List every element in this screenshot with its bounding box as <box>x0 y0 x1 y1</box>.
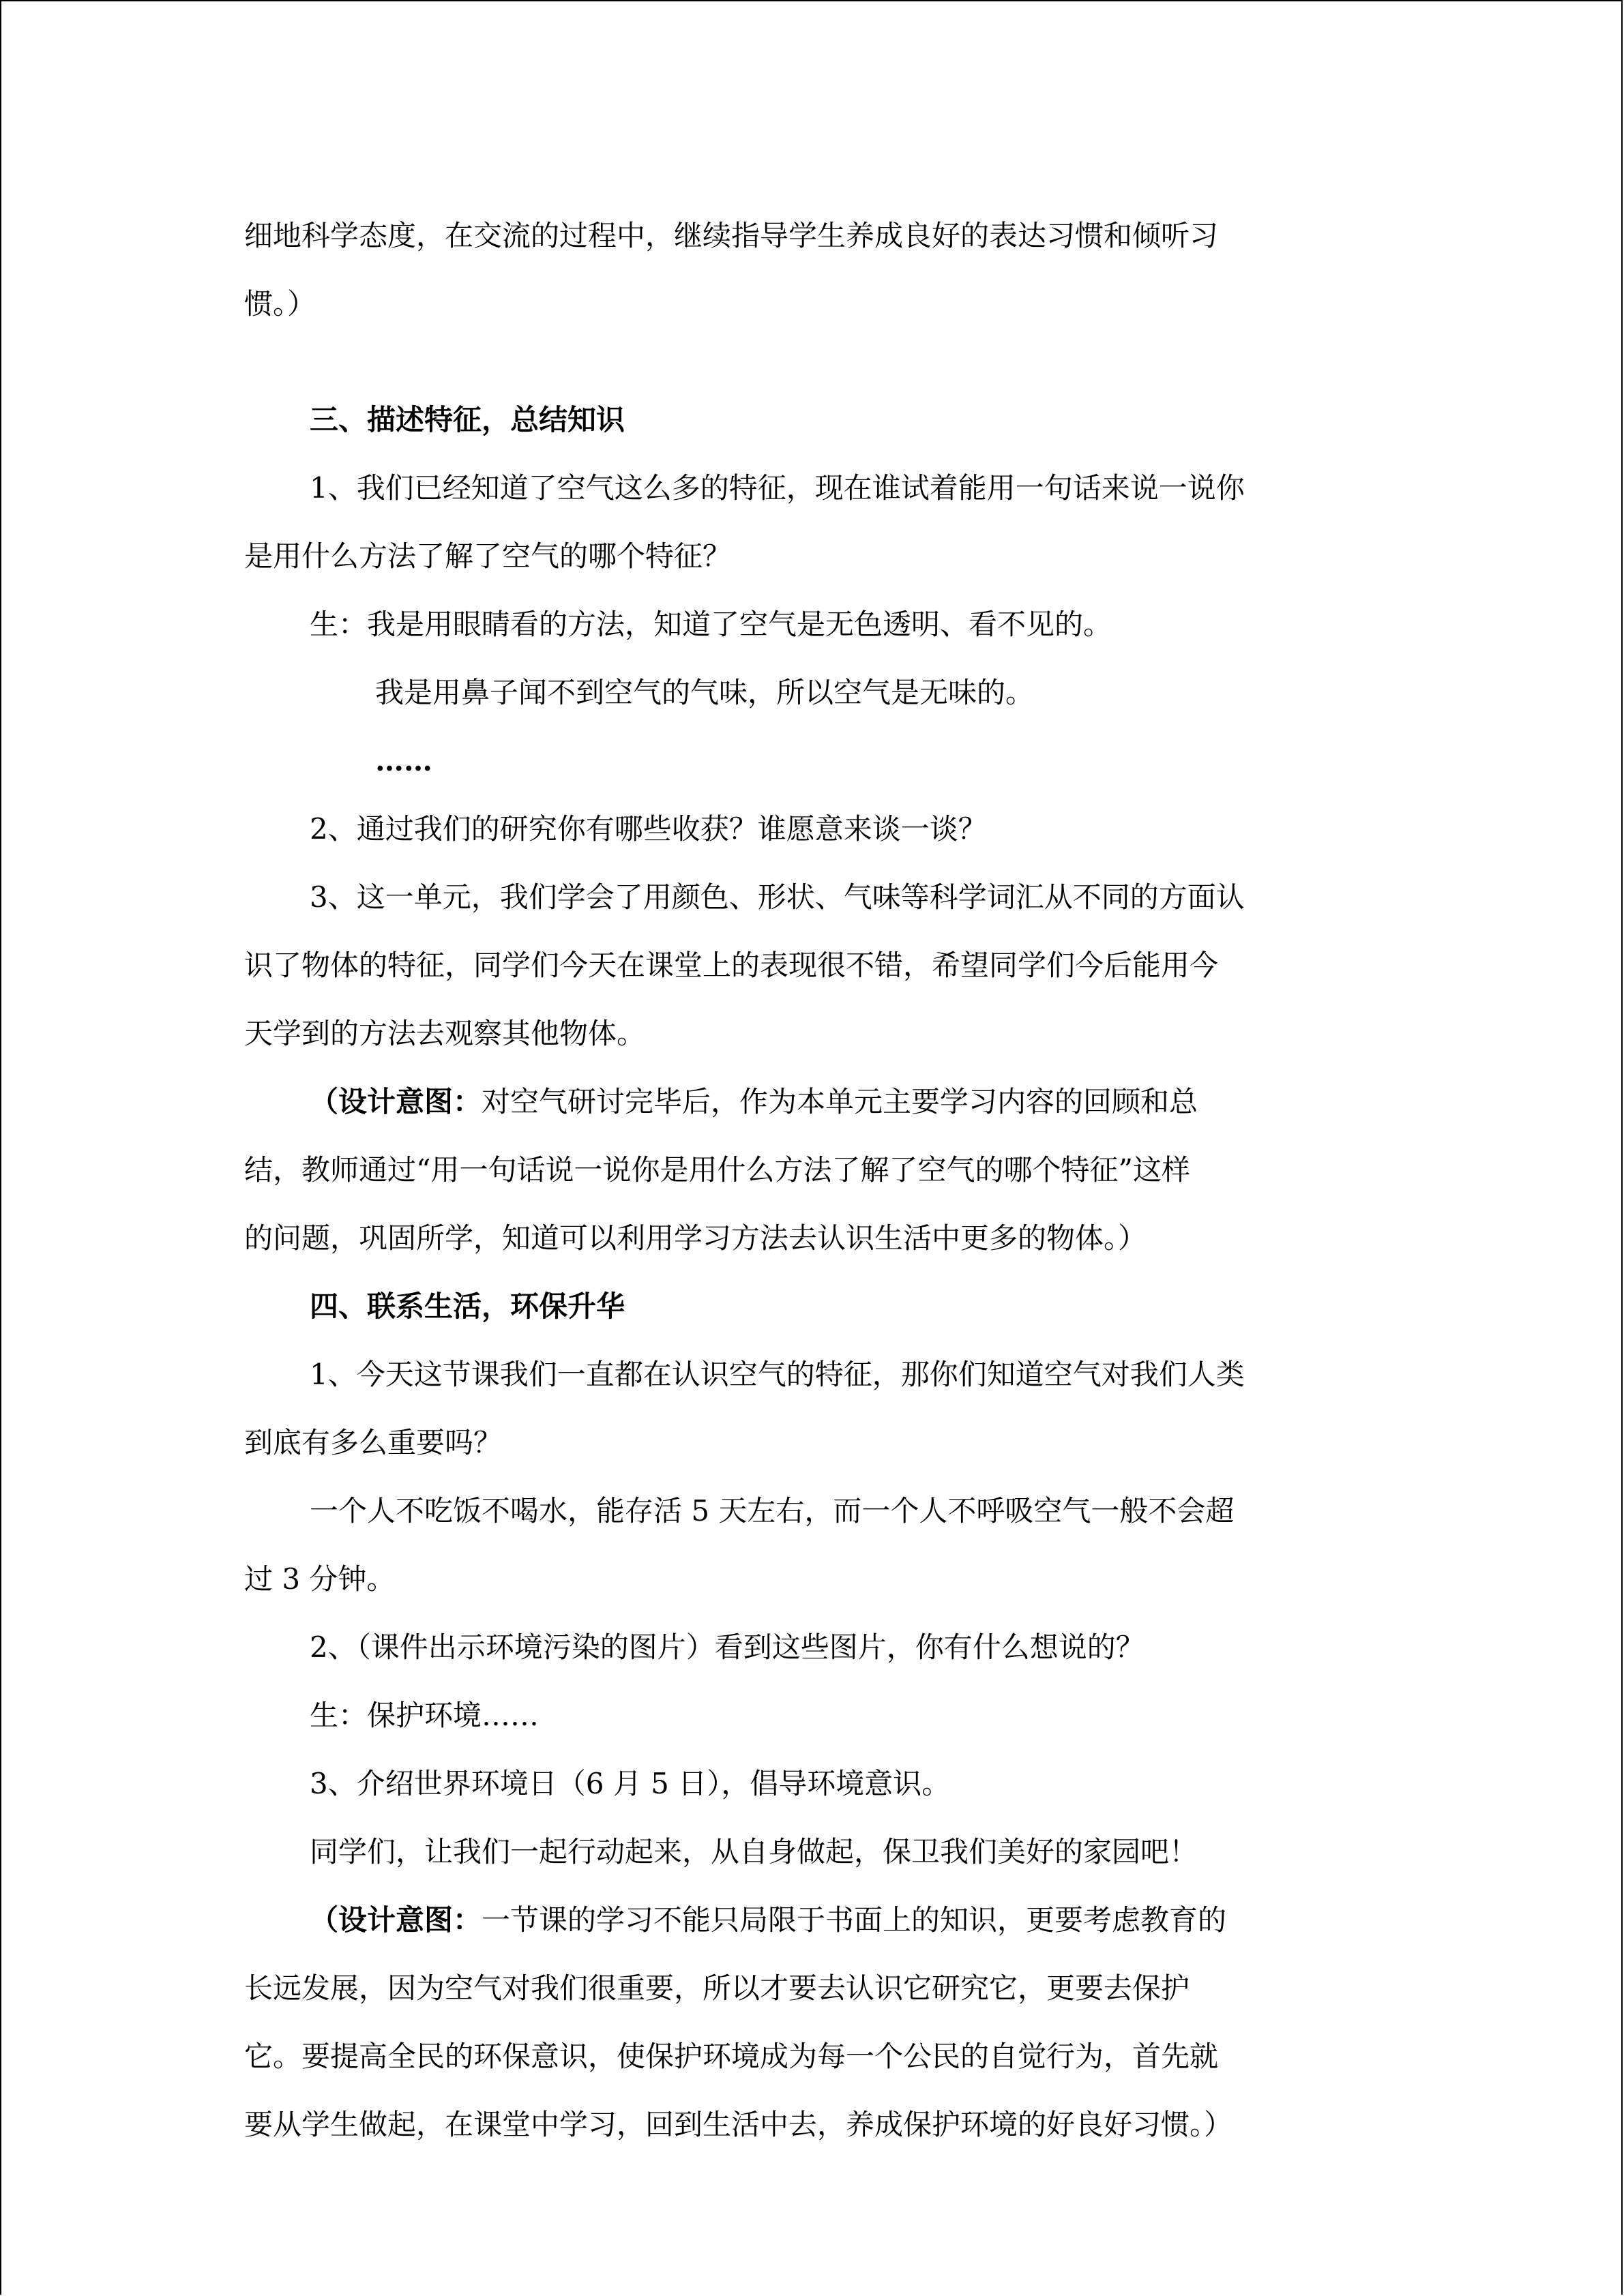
section-heading-3: 三、描述特征，总结知识 <box>310 403 625 436</box>
student-answer: 生：保护环境…… <box>310 1699 540 1732</box>
section-heading-4: 四、联系生活，环保升华 <box>310 1289 625 1323</box>
paragraph-line: 它。要提高全民的环保意识，使保护环境成为每一个公民的自觉行为，首先就 <box>244 2040 1219 2073</box>
paragraph-line: 过 3 分钟。 <box>244 1562 396 1596</box>
design-intent-line <box>244 1886 1376 1954</box>
paragraph-line: 惯。） <box>244 287 316 320</box>
paragraph-line: 2、（课件出示环境污染的图片）看到这些图片，你有什么想说的？ <box>310 1630 1145 1664</box>
design-intent-label: （设计意图： <box>310 1903 482 1937</box>
paragraph-line: 到底有多么重要吗？ <box>244 1426 503 1459</box>
section-gap <box>244 338 1376 386</box>
paragraph-line: 是用什么方法了解了空气的哪个特征？ <box>244 539 732 573</box>
design-intent-text: 一节课的学习不能只局限于书面上的知识，更要考虑教育的 <box>482 1903 1227 1937</box>
student-answer: 我是用鼻子闻不到空气的气味，所以空气是无味的。 <box>375 676 1035 709</box>
paragraph-line: 2、通过我们的研究你有哪些收获？谁愿意来谈一谈？ <box>310 812 987 846</box>
paragraph-line: 结，教师通过“用一句话说一说你是用什么方法了解了空气的哪个特征”这样 <box>244 1153 1190 1187</box>
paragraph-line: 长远发展，因为空气对我们很重要，所以才要去认识它研究它，更要去保护 <box>244 1971 1190 2005</box>
paragraph-line: 识了物体的特征，同学们今天在课堂上的表现很不错，希望同学们今后能用今 <box>244 949 1219 982</box>
student-answer: 生：我是用眼睛看的方法，知道了空气是无色透明、看不见的。 <box>310 608 1112 641</box>
paragraph-line: 1、今天这节课我们一直都在认识空气的特征，那你们知道空气对我们人类 <box>310 1358 1245 1391</box>
paragraph-line: 一个人不吃饭不喝水，能存活 5 天左右，而一个人不呼吸空气一般不会超 <box>310 1494 1235 1527</box>
design-intent-line <box>244 1068 1376 1136</box>
paragraph-line: 同学们，让我们一起行动起来，从自身做起，保卫我们美好的家园吧！ <box>310 1835 1198 1868</box>
paragraph-line: 细地科学态度，在交流的过程中，继续指导学生养成良好的表达习惯和倾听习 <box>244 219 1219 252</box>
paragraph-line: 天学到的方法去观察其他物体。 <box>244 1017 646 1050</box>
design-intent-text: 对空气研讨完毕后，作为本单元主要学习内容的回顾和总 <box>482 1085 1198 1118</box>
document-body <box>244 202 1376 2159</box>
ellipsis: …… <box>375 744 432 777</box>
design-intent-label: （设计意图： <box>310 1085 482 1118</box>
paragraph-line: 1、我们已经知道了空气这么多的特征，现在谁试着能用一句话来说一说你 <box>310 471 1245 505</box>
paragraph-line: 3、这一单元，我们学会了用颜色、形状、气味等科学词汇从不同的方面认 <box>310 880 1245 914</box>
paragraph-line: 的问题，巩固所学，知道可以利用学习方法去认识生活中更多的物体。） <box>244 1221 1147 1255</box>
paragraph-line: 3、介绍世界环境日（6 月 5 日），倡导环境意识。 <box>310 1767 951 1800</box>
paragraph-line: 要从学生做起，在课堂中学习，回到生活中去，养成保护环境的好良好习惯。） <box>244 2108 1233 2141</box>
